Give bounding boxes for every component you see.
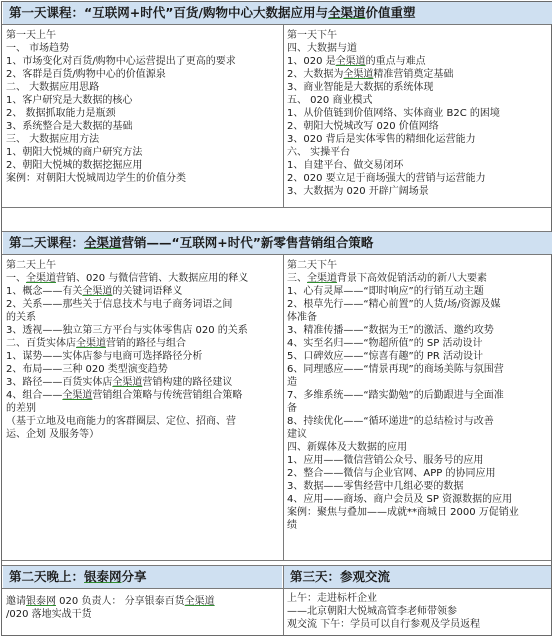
day1-afternoon-line: 五、 020 商业模式 xyxy=(287,95,373,106)
day3-heading xyxy=(284,566,551,588)
day1-morning-line: 1、客户研究是大数据的核心 xyxy=(6,95,133,106)
day1-morning-cell xyxy=(6,29,281,205)
day2-morning-line: 第二天上午 xyxy=(6,260,56,271)
day3-cell xyxy=(287,592,549,635)
day2-afternoon-line: 四、新媒体及大数据的应用 xyxy=(287,442,407,453)
day2-afternoon-line: 建议 xyxy=(287,429,307,440)
day1-morning-line: 2、客群是百货/购物中心的价值源泉 xyxy=(6,69,166,80)
day3-line: ——北京朝阳大悦城高管李老师带领参 xyxy=(287,606,457,617)
day1-afternoon-line: 1、020 是全渠道的重点与难点 xyxy=(287,56,426,67)
evening-line: 邀请银泰网 020 负责人： 分享银泰百货全渠道 xyxy=(6,596,215,607)
day2-morning-line: （基于立地及电商能力的客群圈层、定位、招商、营 xyxy=(6,416,236,427)
day3-line: 观交流 下午：学员可以自行参观及学员返程 xyxy=(287,619,481,630)
day2-afternoon-line: 2、根草先行——“精心前置”的人货/场/资源及媒 xyxy=(287,299,501,310)
evening-heading xyxy=(3,566,282,588)
day1-afternoon-line: 2、020 要立足于商场强大的营销与运营能力 xyxy=(287,173,486,184)
day1-heading xyxy=(3,2,552,24)
evening-cell xyxy=(6,595,281,635)
day1-afternoon-line: 2、朝阳大悦城改写 020 价值网络 xyxy=(287,121,439,132)
day2-heading-text: 第二天课程：全渠道营销——“互联网+时代”新零售营销组合策略 xyxy=(9,235,374,250)
day2-afternoon-line: 备 xyxy=(287,403,297,414)
day2-afternoon-line: 5、口碑效应——“惊喜有趣”的 PR 活动设计 xyxy=(287,351,484,362)
day1-afternoon-line: 3、020 背后是实体零售的精细化运营能力 xyxy=(287,134,476,145)
day1-morning-line: 3、系统整合是大数据的基础 xyxy=(6,121,133,132)
course-schedule-table xyxy=(1,1,552,636)
day2-morning-line: 2、关系——那些关于信息技术与电子商务词语之间 xyxy=(6,299,233,310)
day1-afternoon-line: 六、 实操平台 xyxy=(287,147,351,158)
day2-morning-line: 3、透视——独立第三方平台与实体零售店 020 的关系 xyxy=(6,325,248,336)
day2-morning-line: 运、企划 及服务等） xyxy=(6,429,100,440)
day2-afternoon-line: 8、持续优化——“循环递进”的总结检讨与改善 xyxy=(287,416,494,427)
day2-heading xyxy=(3,232,552,254)
day2-afternoon-line: 7、多维系统——“踏实勤勉”的后勤跟进与全面准 xyxy=(287,390,504,401)
day1-afternoon-line: 2、大数据为全渠道精准营销奠定基础 xyxy=(287,69,454,80)
day1-morning-line: 2、朝阳大悦城的数据挖掘应用 xyxy=(6,160,143,171)
day2-afternoon-line: 3、精准传播——“数据为王”的激活、邀约攻势 xyxy=(287,325,494,336)
day2-afternoon-line: 2、整合——微信与企业官网、APP 的协同应用 xyxy=(287,468,496,479)
day1-morning-line: 2、 数据抓取能力是瓶颈 xyxy=(6,108,116,119)
day1-morning-line: 三、 大数据应用方法 xyxy=(6,134,100,145)
day2-afternoon-line: 造 xyxy=(287,377,297,388)
day1-afternoon-line: 1、自建平台、做交易闭环 xyxy=(287,160,404,171)
day2-afternoon-line: 3、数据——零售经营中几组必要的数据 xyxy=(287,481,464,492)
day1-morning-line: 案例：对朝阳大悦城周边学生的价值分类 xyxy=(6,173,186,184)
day3-line: 上午：走进标杆企业 xyxy=(287,593,377,604)
evening-line: /020 落地实战干货 xyxy=(6,609,92,620)
day2-afternoon-cell xyxy=(287,259,549,558)
day3-heading-text: 第三天：参观交流 xyxy=(290,569,391,584)
day2-afternoon-line: 绩 xyxy=(287,520,297,531)
day1-afternoon-line: 四、大数据与道 xyxy=(287,43,357,54)
day1-morning-line: 第一天上午 xyxy=(6,30,56,41)
day1-heading-text: 第一天课程：“互联网+时代”百货/购物中心大数据应用与全渠道价值重塑 xyxy=(9,5,416,20)
day1-afternoon-line: 第一天下午 xyxy=(287,30,337,41)
day2-morning-line: 4、组合——全渠道营销组合策略与传统营销组合策略 xyxy=(6,390,243,401)
day1-afternoon-line: 3、商业智能是大数据的系统体现 xyxy=(287,82,434,93)
day2-morning-line: 二、百货实体店全渠道营销的路径与组合 xyxy=(6,338,186,349)
day2-morning-line: 的差别 xyxy=(6,403,36,414)
day2-afternoon-line: 4、应用——商场、商户会员及 SP 资源数据的应用 xyxy=(287,494,513,505)
day2-afternoon-line: 案例：聚焦与叠加——成就**商城日 2000 万促销业 xyxy=(287,507,519,518)
day1-morning-line: 一、 市场趋势 xyxy=(6,43,70,54)
day2-morning-line: 的关系 xyxy=(6,312,36,323)
day2-afternoon-line: 4、实至名归——“物超所值”的 SP 活动设计 xyxy=(287,338,483,349)
day2-afternoon-line: 6、同理感应——“情景再现”的商场美陈与氛围营 xyxy=(287,364,504,375)
evening-heading-text: 第二天晚上：银泰网分享 xyxy=(9,569,147,584)
day1-morning-line: 1、朝阳大悦城的商户研究方法 xyxy=(6,147,143,158)
day1-morning-line: 1、市场变化对百货/购物中心运营提出了更高的要求 xyxy=(6,56,236,67)
day2-morning-cell xyxy=(6,259,281,556)
day2-morning-line: 3、路径——百货实体店全渠道营销构建的路径建议 xyxy=(6,377,233,388)
day2-afternoon-line: 三、全渠道背景下高效促销活动的新八大要素 xyxy=(287,273,487,284)
day2-morning-line: 1、概念——有关全渠道的关键词语释义 xyxy=(6,286,183,297)
day2-afternoon-line: 第二天下午 xyxy=(287,260,337,271)
day1-afternoon-cell xyxy=(287,29,549,205)
day2-afternoon-line: 1、心有灵犀——“即时响应”的行销互动主题 xyxy=(287,286,484,297)
day1-morning-line: 二、 大数据应用思路 xyxy=(6,82,100,93)
day1-afternoon-line: 3、大数据为 020 开辟广阔场景 xyxy=(287,186,429,197)
day2-afternoon-line: 体准备 xyxy=(287,312,317,323)
day2-morning-line: 一、全渠道营销、020 与微信营销、大数据应用的释义 xyxy=(6,273,249,284)
day2-morning-line: 2、布局——三种 020 类型演变趋势 xyxy=(6,364,168,375)
day2-afternoon-line: 1、应用——微信营销公众号、服务号的应用 xyxy=(287,455,484,466)
day2-morning-line: 1、谋势——实体店参与电商可选择路径分析 xyxy=(6,351,203,362)
day1-afternoon-line: 1、从价值链到价值网络、实体商业 B2C 的困境 xyxy=(287,108,500,119)
